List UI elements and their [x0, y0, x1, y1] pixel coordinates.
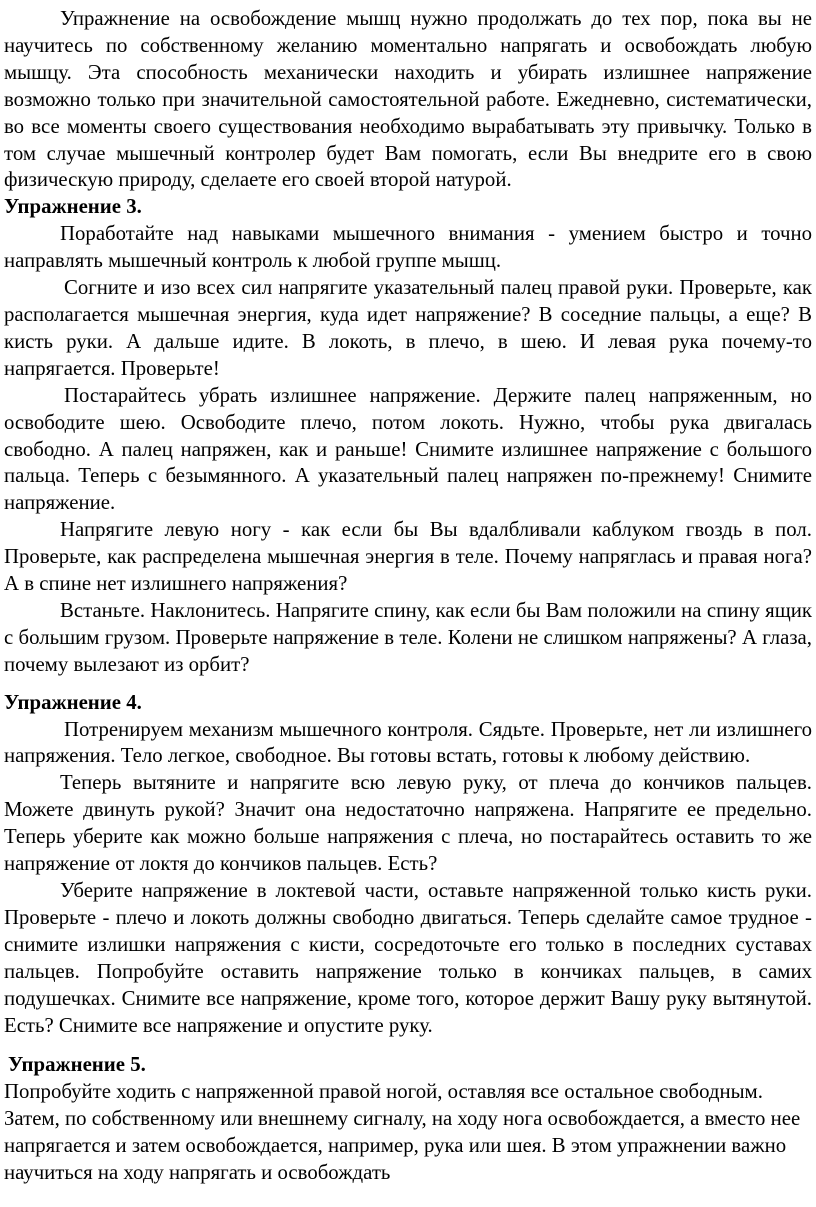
exercise-3-paragraph-5: Встаньте. Наклонитесь. Напрягите спину, как если бы Вам положили на спину ящик с большим грузом. Проверьте напряжение в теле. Колени не слишком напряжены? А глаза, почему вылезают из орбит?: [4, 598, 812, 676]
exercise-3-paragraph-1: Поработайте над навыками мышечного внимания - умением быстро и точно направлять мышечный контроль к любой группе мышц.: [4, 222, 812, 273]
intro-paragraph: Упражнение на освобождение мышц нужно продолжать до тех пор, пока вы не научитесь по собственному желанию моментально напрягать и освобождать любую мышцу. Эта способность механически находить и убирать излишнее напряжение возможно только при значительной самостоятельной работе. Ежедневно, систематически, во все моменты своего существования необходимо вырабатывать эту привычку. Только в том случае мышечный контролер будет Вам помогать, если Вы внедрите его в свою физическую природу, сделаете его своей второй натурой.: [4, 7, 812, 192]
exercise-4-paragraph-3: Уберите напряжение в локтевой части, оставьте напряженной только кисть руки. Проверьте - плечо и локоть должны свободно двигаться. Теперь сделайте самое трудное - снимите излишки напряжения с кисти, сосредоточьте его только в последних суставах пальцев. Попробуйте оставить напряжение только в кончиках пальцев, в самих подушечках. Снимите все напряжение, кроме того, которое держит Вашу руку вытянутой. Есть? Снимите все напряжение и опустите руку.: [4, 879, 812, 1037]
exercise-4-paragraph-1: Потренируем механизм мышечного контроля. Сядьте. Проверьте, нет ли излишнего напряжения. Тело легкое, свободное. Вы готовы встать, готовы к любому действию.: [4, 717, 812, 768]
exercise-3-paragraph-3: Постарайтесь убрать излишнее напряжение. Держите палец напряженным, но освободите шею. Освободите плечо, потом локоть. Нужно, чтобы рука двигалась свободно. А палец напряжен, как и раньше! Снимите излишнее напряжение с большого пальца. Теперь с безымянного. А указательный палец напряжен по-прежнему! Снимите напряжение.: [4, 383, 812, 515]
exercise-5-heading: Упражнение 5.: [8, 1053, 146, 1077]
exercise-3-heading: Упражнение 3.: [4, 195, 142, 219]
exercise-3-paragraph-4: Напрягите левую ногу - как если бы Вы вдалбливали каблуком гвоздь в пол. Проверьте, как распределена мышечная энергия в теле. Почему напряглась и правая нога? А в спине нет излишнего напряжения?: [4, 518, 812, 596]
exercise-4-paragraph-2: Теперь вытяните и напрягите всю левую руку, от плеча до кончиков пальцев. Можете двинуть рукой? Значит она недостаточно напряжена. Напрягите ее предельно. Теперь уберите как можно больше напряжения с плеча, но постарайтесь оставить то же напряжение от локтя до кончиков пальцев. Есть?: [4, 771, 812, 876]
exercise-4-heading: Упражнение 4.: [4, 690, 142, 714]
exercise-5-paragraph-1: Попробуйте ходить с напряженной правой ногой, оставляя все остальное свободным. Затем, по собственному или внешнему сигналу, на ходу нога освобождается, а вместо нее напрягается и затем освобождается, например, рука или шея. В этом упражнении важно научиться на ходу напрягать и освобождать: [4, 1080, 801, 1185]
exercise-3-paragraph-2: Согните и изо всех сил напрягите указательный палец правой руки. Проверьте, как располагается мышечная энергия, куда идет напряжение? В соседние пальцы, а еще? В кисть руки. А дальше идите. В локоть, в плечо, в шею. И левая рука почему-то напрягается. Проверьте!: [4, 276, 812, 380]
